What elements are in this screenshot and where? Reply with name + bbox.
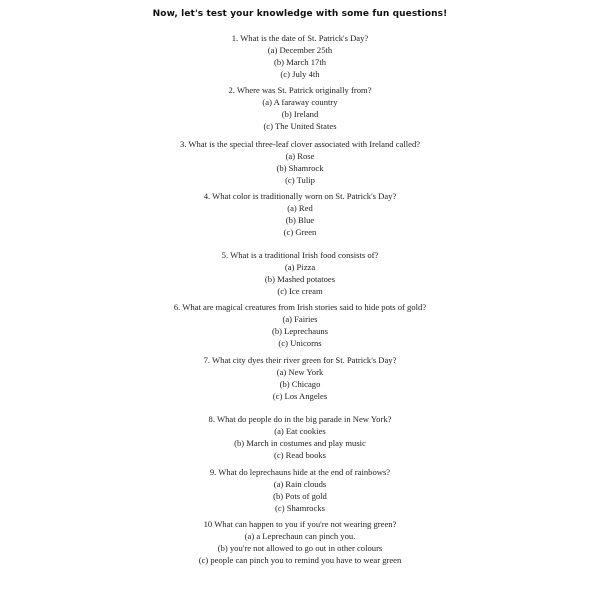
answer-option: (c) Unicorns: [278, 338, 322, 348]
question-text: 6. What are magical creatures from Irish stories said to hide pots of gold?: [173, 302, 427, 312]
answer-option: (a) Rain clouds: [273, 479, 327, 489]
question-block: [0, 518, 600, 566]
question-block: [0, 32, 600, 80]
question-block: [0, 249, 600, 297]
question-text: 5. What is a traditional Irish food consists of?: [221, 250, 379, 260]
question-text: 3. What is the special three-leaf clover associated with Ireland called?: [179, 139, 421, 149]
answer-option: (a) Eat cookies: [274, 426, 326, 436]
answer-option: (c) Green: [283, 227, 317, 237]
question-block: [0, 354, 600, 402]
answer-option: (c) people can pinch you to remind you have to wear green: [198, 555, 402, 565]
answer-option: (c) The United States: [263, 121, 337, 131]
question-block: [0, 413, 600, 461]
question-text: 8. What do people do in the big parade in New York?: [208, 414, 392, 424]
answer-option: (a) December 25th: [267, 45, 333, 55]
answer-option: (b) Ireland: [281, 109, 319, 119]
question-block: [0, 138, 600, 186]
answer-option: (a) a Leprechaun can pinch you.: [244, 531, 356, 541]
answer-option: (a) Rose: [285, 151, 315, 161]
quiz-heading: Now, let's test your knowledge with some fun questions!: [152, 9, 448, 19]
question-block: [0, 84, 600, 132]
answer-option: (c) Tulip: [285, 175, 315, 185]
answer-option: (b) March 17th: [273, 57, 327, 67]
question-text: 4. What color is traditionally worn on St. Patrick's Day?: [203, 191, 397, 201]
answer-option: (c) Read books: [273, 450, 327, 460]
answer-option: (a) New York: [276, 367, 324, 377]
answer-option: (a) A faraway country: [262, 97, 338, 107]
answer-option: (b) Pots of gold: [273, 491, 327, 501]
answer-option: (b) Leprechauns: [271, 326, 329, 336]
question-text: 2. Where was St. Patrick originally from?: [228, 85, 372, 95]
answer-option: (b) March in costumes and play music: [234, 438, 366, 448]
answer-option: (b) Shamrock: [276, 163, 324, 173]
question-block: [0, 466, 600, 514]
answer-option: (c) Los Angeles: [272, 391, 328, 401]
question-text: 10 What can happen to you if you're not wearing green?: [203, 519, 397, 529]
question-text: 1. What is the date of St. Patrick's Day?: [231, 33, 369, 43]
answer-option: (b) Mashed potatoes: [264, 274, 336, 284]
question-text: 9. What do leprechauns hide at the end of rainbows?: [209, 467, 391, 477]
answer-option: (c) July 4th: [280, 69, 320, 79]
answer-option: (c) Ice cream: [277, 286, 323, 296]
answer-option: (a) Red: [287, 203, 313, 213]
question-text: 7. What city dyes their river green for St. Patrick's Day?: [203, 355, 397, 365]
answer-option: (a) Pizza: [284, 262, 316, 272]
answer-option: (b) Blue: [285, 215, 315, 225]
answer-option: (b) Chicago: [279, 379, 321, 389]
answer-option: (a) Fairies: [282, 314, 318, 324]
question-block: [0, 301, 600, 349]
answer-option: (b) you're not allowed to go out in other colours: [217, 543, 383, 553]
question-block: [0, 190, 600, 238]
answer-option: (c) Shamrocks: [275, 503, 325, 513]
